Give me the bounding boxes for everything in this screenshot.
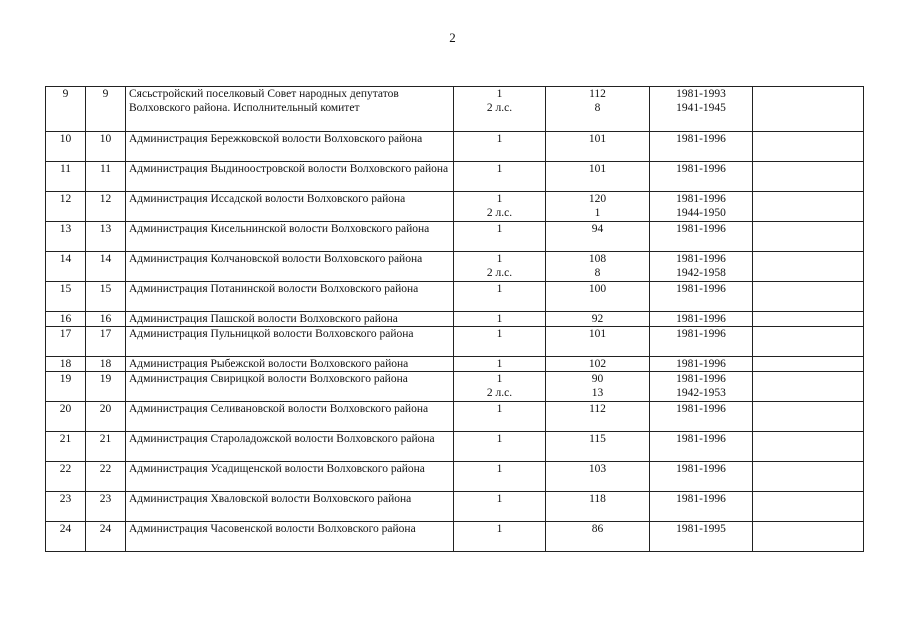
storage-units-cell <box>546 252 650 282</box>
fund-name-cell: Администрация Часовенской волости Волховского района <box>126 522 454 552</box>
table-row <box>46 432 864 462</box>
fund-number-cell: 10 <box>86 132 126 162</box>
table-row <box>46 492 864 522</box>
date-range-cell <box>650 402 753 432</box>
fund-number-cell: 23 <box>86 492 126 522</box>
storage-units-cell <box>546 222 650 252</box>
fund-name-cell: Сясьстройский поселковый Совет народных депутатов Волховского района. Исполнительный комитет <box>126 87 454 132</box>
storage-units-value: 8 <box>594 267 601 279</box>
date-range-cell <box>650 522 753 552</box>
storage-units-value: 101 <box>588 163 607 175</box>
inventory-count-value: 1 <box>496 283 503 295</box>
notes-cell <box>753 132 864 162</box>
row-number-cell: 15 <box>46 282 86 312</box>
date-range-value: 1981-1996 <box>676 163 726 175</box>
fund-number-cell: 11 <box>86 162 126 192</box>
notes-cell <box>753 252 864 282</box>
fund-number-cell: 14 <box>86 252 126 282</box>
storage-units-value: 90 <box>591 373 604 385</box>
notes-cell <box>753 162 864 192</box>
storage-units-value: 118 <box>589 493 606 505</box>
inventory-count-value: 1 <box>496 328 503 340</box>
archive-registry-table <box>45 86 864 552</box>
notes-cell <box>753 327 864 357</box>
table-row <box>46 402 864 432</box>
inventory-count-cell <box>454 327 546 357</box>
inventory-count-value: 1 <box>496 463 503 475</box>
storage-units-value: 101 <box>588 328 607 340</box>
date-range-value: 1942-1958 <box>676 267 726 279</box>
fund-name-cell: Администрация Иссадской волости Волховского района <box>126 192 454 222</box>
inventory-count-value: 1 <box>496 163 503 175</box>
storage-units-value: 102 <box>588 358 607 370</box>
date-range-cell <box>650 357 753 372</box>
row-number-cell: 23 <box>46 492 86 522</box>
storage-units-value: 8 <box>594 102 601 114</box>
table-row <box>46 252 864 282</box>
inventory-count-cell <box>454 132 546 162</box>
inventory-count-value: 2 л.с. <box>486 267 513 279</box>
notes-cell <box>753 222 864 252</box>
inventory-count-value: 1 <box>496 313 503 325</box>
storage-units-cell <box>546 192 650 222</box>
fund-number-cell: 20 <box>86 402 126 432</box>
notes-cell <box>753 312 864 327</box>
date-range-value: 1981-1993 <box>676 88 726 100</box>
fund-number-cell: 21 <box>86 432 126 462</box>
row-number-cell: 13 <box>46 222 86 252</box>
table-row <box>46 282 864 312</box>
fund-number-cell: 9 <box>86 87 126 132</box>
date-range-cell <box>650 162 753 192</box>
storage-units-value: 108 <box>588 253 607 265</box>
table-row <box>46 162 864 192</box>
storage-units-cell <box>546 432 650 462</box>
inventory-count-cell <box>454 522 546 552</box>
date-range-value: 1981-1996 <box>676 463 726 475</box>
inventory-count-value: 1 <box>496 403 503 415</box>
storage-units-value: 112 <box>589 88 606 100</box>
inventory-count-value: 1 <box>496 253 503 265</box>
inventory-count-value: 1 <box>496 193 503 205</box>
date-range-cell <box>650 132 753 162</box>
date-range-value: 1944-1950 <box>676 207 726 219</box>
fund-name-cell: Администрация Выдиноостровской волости Волховского района <box>126 162 454 192</box>
row-number-cell: 20 <box>46 402 86 432</box>
date-range-value: 1981-1996 <box>676 358 726 370</box>
date-range-cell <box>650 312 753 327</box>
storage-units-cell <box>546 312 650 327</box>
date-range-value: 1981-1996 <box>676 313 726 325</box>
table-row <box>46 312 864 327</box>
date-range-value: 1981-1996 <box>676 433 726 445</box>
table-row <box>46 192 864 222</box>
row-number-cell: 22 <box>46 462 86 492</box>
date-range-cell <box>650 222 753 252</box>
inventory-count-cell <box>454 282 546 312</box>
inventory-count-cell <box>454 162 546 192</box>
storage-units-cell <box>546 402 650 432</box>
storage-units-value: 115 <box>589 433 606 445</box>
table-row <box>46 132 864 162</box>
inventory-count-value: 1 <box>496 523 503 535</box>
date-range-cell <box>650 282 753 312</box>
notes-cell <box>753 492 864 522</box>
fund-name-cell: Администрация Староладожской волости Волховского района <box>126 432 454 462</box>
table-row <box>46 87 864 132</box>
inventory-count-value: 1 <box>496 223 503 235</box>
fund-number-cell: 19 <box>86 372 126 402</box>
page-number: 2 <box>449 30 456 45</box>
notes-cell <box>753 432 864 462</box>
row-number-cell: 12 <box>46 192 86 222</box>
inventory-count-cell <box>454 252 546 282</box>
date-range-value: 1981-1996 <box>676 328 726 340</box>
inventory-count-value: 1 <box>496 88 503 100</box>
date-range-value: 1981-1996 <box>676 493 726 505</box>
date-range-cell <box>650 372 753 402</box>
notes-cell <box>753 402 864 432</box>
storage-units-cell <box>546 492 650 522</box>
fund-number-cell: 15 <box>86 282 126 312</box>
date-range-value: 1981-1996 <box>676 373 726 385</box>
inventory-count-cell <box>454 357 546 372</box>
row-number-cell: 10 <box>46 132 86 162</box>
fund-name-cell: Администрация Рыбежской волости Волховского района <box>126 357 454 372</box>
date-range-value: 1981-1996 <box>676 283 726 295</box>
date-range-cell <box>650 432 753 462</box>
notes-cell <box>753 522 864 552</box>
date-range-value: 1981-1996 <box>676 133 726 145</box>
inventory-count-cell <box>454 492 546 522</box>
fund-number-cell: 22 <box>86 462 126 492</box>
inventory-count-value: 1 <box>496 493 503 505</box>
date-range-value: 1981-1996 <box>676 253 726 265</box>
fund-number-cell: 12 <box>86 192 126 222</box>
table-row <box>46 372 864 402</box>
inventory-count-value: 2 л.с. <box>486 207 513 219</box>
inventory-count-value: 1 <box>496 373 503 385</box>
date-range-cell <box>650 192 753 222</box>
date-range-cell <box>650 462 753 492</box>
storage-units-value: 112 <box>589 403 606 415</box>
storage-units-cell <box>546 87 650 132</box>
storage-units-value: 86 <box>591 523 604 535</box>
row-number-cell: 11 <box>46 162 86 192</box>
inventory-count-cell <box>454 192 546 222</box>
storage-units-cell <box>546 522 650 552</box>
storage-units-value: 101 <box>588 133 607 145</box>
fund-number-cell: 16 <box>86 312 126 327</box>
fund-name-cell: Администрация Хваловской волости Волховского района <box>126 492 454 522</box>
row-number-cell: 9 <box>46 87 86 132</box>
table-row <box>46 222 864 252</box>
inventory-count-cell <box>454 87 546 132</box>
storage-units-cell <box>546 327 650 357</box>
date-range-cell <box>650 87 753 132</box>
storage-units-value: 120 <box>588 193 607 205</box>
date-range-cell <box>650 327 753 357</box>
row-number-cell: 18 <box>46 357 86 372</box>
date-range-cell <box>650 252 753 282</box>
fund-name-cell: Администрация Свирицкой волости Волховского района <box>126 372 454 402</box>
row-number-cell: 21 <box>46 432 86 462</box>
date-range-value: 1981-1996 <box>676 193 726 205</box>
inventory-count-cell <box>454 372 546 402</box>
row-number-cell: 24 <box>46 522 86 552</box>
storage-units-cell <box>546 372 650 402</box>
table-row <box>46 522 864 552</box>
inventory-count-value: 1 <box>496 433 503 445</box>
notes-cell <box>753 372 864 402</box>
row-number-cell: 19 <box>46 372 86 402</box>
fund-number-cell: 18 <box>86 357 126 372</box>
fund-number-cell: 13 <box>86 222 126 252</box>
fund-name-cell: Администрация Потанинской волости Волховского района <box>126 282 454 312</box>
notes-cell <box>753 357 864 372</box>
storage-units-value: 92 <box>591 313 604 325</box>
row-number-cell: 17 <box>46 327 86 357</box>
fund-name-cell: Администрация Усадищенской волости Волховского района <box>126 462 454 492</box>
notes-cell <box>753 462 864 492</box>
storage-units-cell <box>546 162 650 192</box>
storage-units-cell <box>546 282 650 312</box>
storage-units-value: 94 <box>591 223 604 235</box>
inventory-count-cell <box>454 312 546 327</box>
table-row <box>46 327 864 357</box>
inventory-count-cell <box>454 462 546 492</box>
fund-number-cell: 24 <box>86 522 126 552</box>
fund-name-cell: Администрация Кисельнинской волости Волховского района <box>126 222 454 252</box>
date-range-value: 1981-1995 <box>676 523 726 535</box>
storage-units-cell <box>546 462 650 492</box>
fund-name-cell: Администрация Пашской волости Волховского района <box>126 312 454 327</box>
inventory-count-value: 2 л.с. <box>486 387 513 399</box>
fund-name-cell: Администрация Селивановской волости Волховского района <box>126 402 454 432</box>
fund-name-cell: Администрация Колчановской волости Волховского района <box>126 252 454 282</box>
storage-units-cell <box>546 357 650 372</box>
date-range-value: 1981-1996 <box>676 403 726 415</box>
storage-units-value: 100 <box>588 283 607 295</box>
table-row <box>46 357 864 372</box>
notes-cell <box>753 87 864 132</box>
storage-units-value: 103 <box>588 463 607 475</box>
table-row <box>46 462 864 492</box>
notes-cell <box>753 192 864 222</box>
row-number-cell: 16 <box>46 312 86 327</box>
fund-name-cell: Администрация Бережковской волости Волховского района <box>126 132 454 162</box>
inventory-count-value: 1 <box>496 358 503 370</box>
fund-number-cell: 17 <box>86 327 126 357</box>
fund-name-cell: Администрация Пульницкой волости Волховского района <box>126 327 454 357</box>
inventory-count-cell <box>454 402 546 432</box>
date-range-value: 1941-1945 <box>676 102 726 114</box>
row-number-cell: 14 <box>46 252 86 282</box>
notes-cell <box>753 282 864 312</box>
storage-units-cell <box>546 132 650 162</box>
storage-units-value: 1 <box>594 207 601 219</box>
date-range-value: 1981-1996 <box>676 223 726 235</box>
inventory-count-cell <box>454 432 546 462</box>
date-range-value: 1942-1953 <box>676 387 726 399</box>
inventory-count-value: 1 <box>496 133 503 145</box>
date-range-cell <box>650 492 753 522</box>
storage-units-value: 13 <box>591 387 604 399</box>
inventory-count-value: 2 л.с. <box>486 102 513 114</box>
inventory-count-cell <box>454 222 546 252</box>
